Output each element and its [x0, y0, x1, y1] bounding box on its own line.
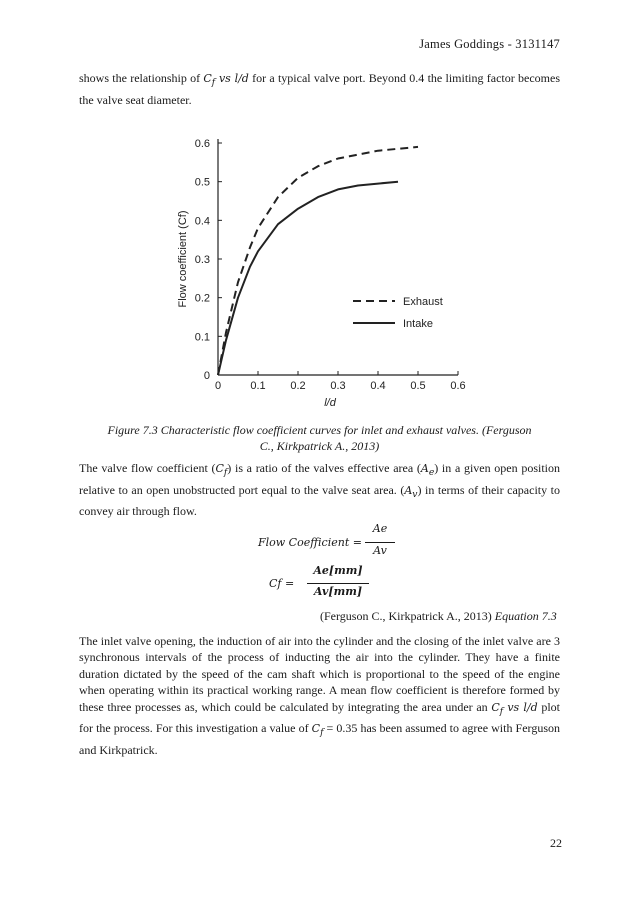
equation-1-fraction-bar [365, 542, 395, 543]
x-tick-label: 0.1 [250, 380, 266, 392]
reference-citation: (Ferguson C., Kirkpatrick A., 2013) [320, 609, 492, 623]
caption-line-2: C., Kirkpatrick A., 2013) [259, 439, 380, 453]
inlet-valve-paragraph [79, 633, 560, 758]
equation-1-numerator: Ae [372, 522, 388, 535]
x-tick-label: 0.5 [410, 380, 426, 392]
cf-sub-2: f [223, 467, 228, 479]
cf-main-4: C [311, 722, 321, 736]
equation-reference [320, 609, 557, 624]
av-sub: v [412, 488, 418, 500]
ae-symbol [420, 462, 435, 479]
equation-flow-coefficient [258, 522, 418, 561]
ae-sub: e [428, 467, 435, 479]
equation-cf [269, 566, 429, 604]
cf-sub: f [211, 77, 216, 89]
equation-2-fraction-bar [307, 583, 369, 584]
page-number: 22 [550, 836, 562, 850]
y-tick-label: 0.1 [194, 331, 210, 344]
legend-label-exhaust: Exhaust [403, 296, 443, 308]
reference-equation-number: Equation 7.3 [494, 609, 557, 623]
p2-text-4: ) in terms of their capacity to convey air through flow. [79, 482, 560, 519]
p3-text-1: The inlet valve opening, the induction of air into the cylinder and the closing of the inlet valve are 3 synchronous intervals of the process of inducting the air into the cylinder. They have a finite duration dictated by the speed of the cam shaft which is proportional to the speed of the engine when operating within its practical working range. A mean flow coefficient is therefore formed by these three processes as, which could be calculated by integrating the area under an [79, 634, 560, 714]
cf-main: C [203, 72, 212, 85]
x-axis-label: l/d [324, 397, 336, 409]
cf-symbol-4 [311, 722, 324, 739]
x-tick-label: 0.4 [370, 380, 386, 392]
equation-2-numerator: Ae[mm] [313, 564, 363, 577]
intro-paragraph [79, 70, 560, 108]
chart-plot-area [177, 138, 466, 409]
y-tick-label: 0 [203, 370, 210, 382]
equation-1-denominator: Av [373, 544, 387, 557]
y-tick-label: 0.4 [194, 215, 210, 228]
flow-coefficient-chart [160, 130, 480, 415]
p2-text-3: ) in a given open position relative to an open unobstructed port equal to the valve seat area. ( [79, 461, 560, 497]
flow-coefficient-paragraph [79, 460, 560, 520]
x-tick-label: 0.6 [450, 380, 466, 392]
y-tick-label: 0.2 [194, 292, 210, 305]
caption-line-1: Figure 7.3 Characteristic flow coefficient curves for inlet and exhaust valves. (Ferguson [107, 423, 532, 437]
vs-ld-text: vs l/d [215, 72, 249, 85]
cf-main-3: C [491, 700, 500, 714]
cf-symbol-2 [215, 462, 228, 479]
p3-text-3: = 0.35 has been assumed to agree with Ferguson and Kirkpatrick. [79, 721, 560, 757]
equation-2-lhs: Cf = [269, 577, 295, 590]
av-symbol [404, 483, 418, 500]
page-header: James Goddings - 3131147 [419, 37, 560, 51]
y-tick-label: 0.3 [194, 254, 210, 266]
figure-caption [79, 422, 560, 454]
equation-1-lhs: Flow Coefficient = [258, 536, 362, 549]
cf-sub-4: f [320, 727, 324, 739]
vs-ld-text-2: vs l/d [503, 700, 538, 714]
p2-text-2: ) is a ratio of the valves effective area ( [227, 461, 421, 475]
intro-text-2: for a typical valve port. Beyond 0.4 the limiting factor becomes the valve seat diameter. [79, 71, 560, 107]
ae-main: A [420, 462, 429, 475]
y-axis-label: Flow coefficient (Cf) [177, 210, 189, 308]
y-tick-label: 0.6 [194, 138, 210, 150]
series-line-exhaust [218, 147, 418, 375]
x-tick-label: 0.3 [330, 380, 346, 392]
equation-2-denominator: Av[mm] [313, 585, 363, 598]
series-line-intake [218, 182, 398, 375]
legend-label-intake: Intake [403, 318, 433, 330]
p2-text-1: The valve flow coefficient ( [79, 461, 216, 475]
cf-sub-3: f [499, 705, 504, 717]
x-tick-label: 0.2 [290, 380, 306, 392]
av-main: A [404, 483, 413, 497]
y-tick-label: 0.5 [194, 176, 210, 189]
p3-text-2: plot for the process. For this investigation a value of [79, 699, 560, 736]
cf-symbol-3 [491, 700, 504, 717]
cf-main-2: C [215, 462, 224, 475]
cf-symbol [203, 72, 216, 89]
intro-text-1: shows the relationship of [79, 71, 204, 85]
x-tick-label: 0 [214, 380, 222, 392]
